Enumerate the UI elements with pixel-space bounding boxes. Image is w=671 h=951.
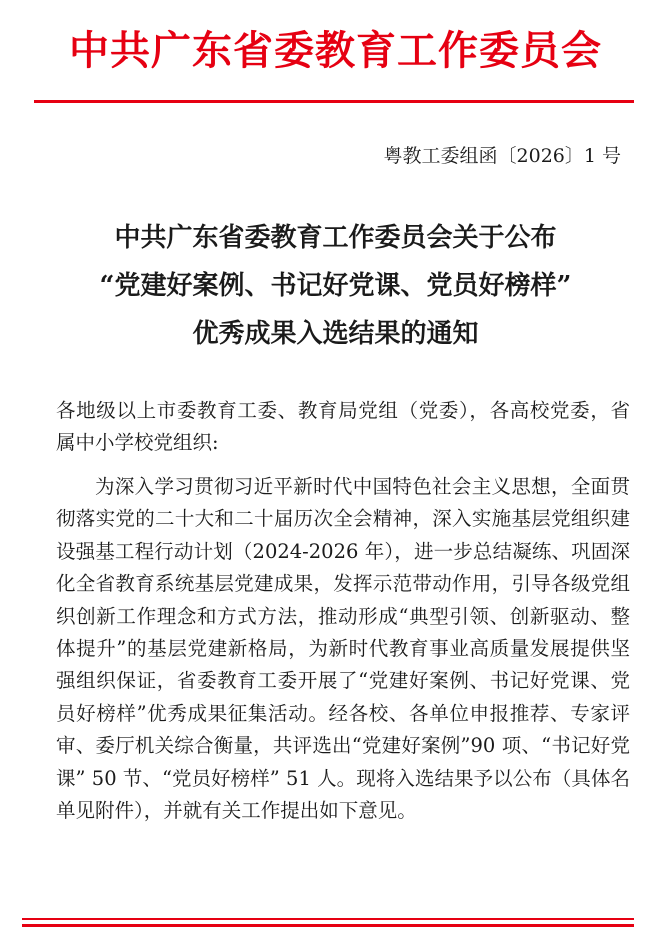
- document-title: [0, 214, 671, 358]
- header-red-rule: [34, 100, 634, 103]
- footer-red-rule-thin: [22, 918, 634, 920]
- salutation: 各地级以上市委教育工委、教育局党组（党委），各高校党委，省属中小学校党组织:: [56, 399, 630, 454]
- document-number: 粤教工委组函〔2026〕1 号: [383, 145, 621, 167]
- issuer-header: 中共广东省委教育工作委员会: [69, 28, 602, 74]
- document-title-line-2: “党建好案例、书记好党课、党员好榜样”: [99, 271, 572, 301]
- footer-red-rule-thick: [22, 924, 634, 927]
- document-title-line-1: 中共广东省委教育工作委员会关于公布: [114, 223, 557, 253]
- document-title-line-3: 优秀成果入选结果的通知: [192, 319, 479, 349]
- body-paragraph: 为深入学习贯彻习近平新时代中国特色社会主义思想，全面贯彻落实党的二十大和二十届历次全会精神，深入实施基层党组织建设强基工程行动计划（2024-2026 年），进一步总结凝练、巩固深化全省教育系统基层党建成果，发挥示范带动作用，引导各级党组织创新工作理念和方式方法，推动形成“典型引领、创新驱动、整体提升”的基层党建新格局，为新时代教育事业高质量发展提供坚强组织保证，省委教育工委开展了“党建好案例、书记好党课、党员好榜样”优秀成果征集活动。经各校、各单位申报推荐、专家评审、委厅机关综合衡量，共评选出“党建好案例”90 项、“书记好党课” 50 节、“党员好榜样” 51 人。现将入选结果予以公布（具体名单见附件），并就有关工作提出如下意见。: [56, 475, 630, 823]
